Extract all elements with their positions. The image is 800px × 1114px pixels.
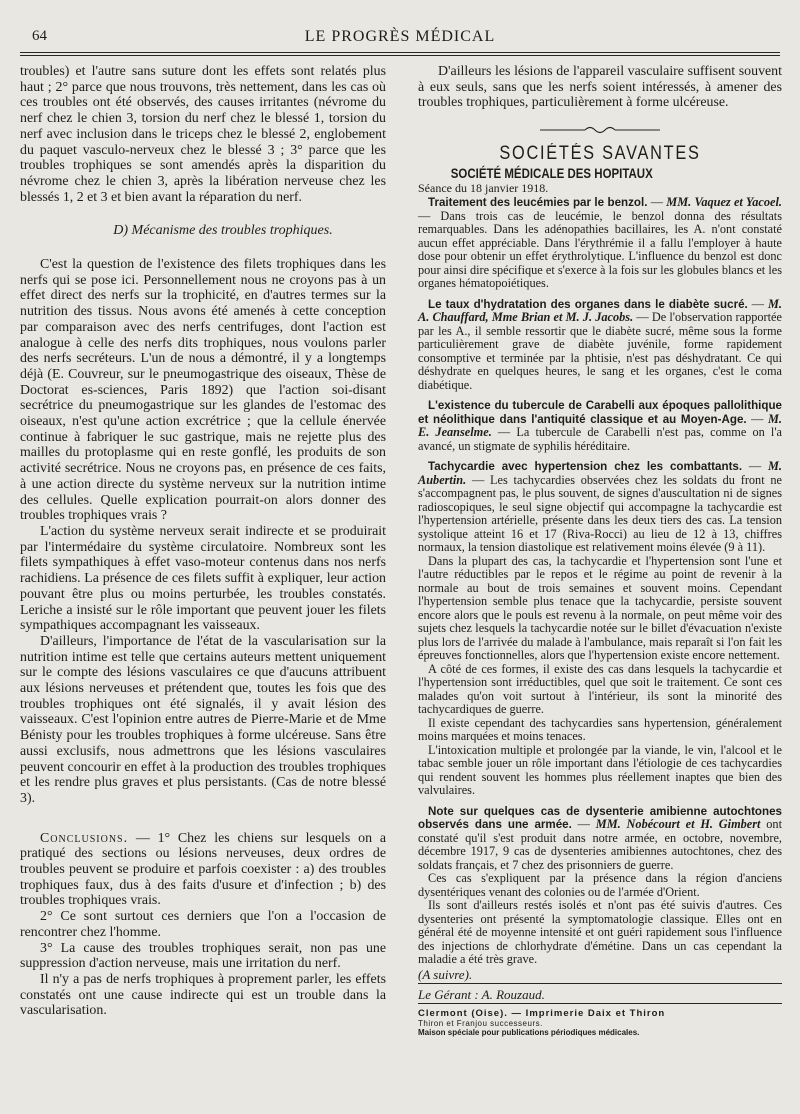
right-column: [418, 64, 782, 1037]
paragraph-intro: D'ailleurs les lésions de l'appareil vasculaire suffisent souvent à eux seuls, sans que les nerfs soient intéressés, à amener des troubles trophiques, particulièrement à forme ulcéreuse.: [418, 64, 782, 111]
paragraph: Ces cas s'expliquent par la présence dans la région d'anciens dysentériques venant des colonies ou de l'armée d'Orient.: [418, 871, 782, 899]
page-header: [28, 28, 772, 50]
paragraph: Ils sont d'ailleurs restés isolés et n'ont pas été suivis d'autres. Ces dysenteries ont présenté la symptomatologie classique. Elles ont en général été de moyenne intensité et ont guéri rapidement sous l'influence des injections de chlorhydrate d'émétine. Dans un cas cependant la maladie a été très grave.: [418, 898, 782, 967]
article-tachycardie: Tachycardie avec hypertension chez les combattants. — M. Aubertin. — Les tachycardies observées chez les soldats du front ne s'accompagnent pas, le plus souvent, de signes d'auscultation ni de signes radioscopiques, le seul signe objectif qui accompagne la tachycardie est l'hypertension artérielle, présente dans les deux tiers des cas. La tension systolique atteint 16 et 17 (Riva-Rocci) au lieu de 12 à 13, chiffres normaux, la tension diastolique est relativement moins élevée (9 à 11).: [418, 459, 782, 555]
conclusion-1: — 1° Chez les chiens sur lesquels on a pratiqué des sections ou lésions nerveuses, deux ordres de troubles peuvent se produire et parfois coexister : a) des troubles trophiques faux, dus à des faits d'usure et d'infection ; b) des troubles trophiques vrais.: [20, 830, 386, 909]
conclusions-label: Conclusions.: [40, 830, 129, 846]
article-text: — Les tachycardies observées chez les soldats du front ne s'accompagnent pas, le plus souvent, de signes d'auscultation ni de signes radioscopiques, le seul signe objectif qui accompagne la tachycardie est l'hypertension artérielle, présente dans les deux tiers des cas. La tension systolique atteint 16 et 17 (Riva-Rocci) au lieu de 12 à 13, chiffres normaux, la tension diastolique est relativement moins élevée (9 à 11).: [418, 472, 782, 555]
article-authors: M. A. Chauffard, Mme Brian et M. J. Jacobs.: [418, 296, 782, 325]
article-text: ont constaté qu'il s'est produit dans notre armée, en octobre, novembre, décembre 1917, 9 cas de dysenteries amibiennes autochtones, chez des soldats français, et 7 chez des prisonniers de guerre.: [418, 817, 782, 872]
header-rule: [20, 52, 780, 53]
section-heading: SOCIÉTÉS SAVANTES: [499, 143, 701, 165]
article-title: Le taux d'hydratation des organes dans le diabète sucré.: [428, 297, 748, 311]
header-rule-double: [20, 55, 780, 56]
paragraph: Il existe cependant des tachycardies sans hypertension, généralement moins marquées et moins tenaces.: [418, 715, 782, 744]
article-authors: M. Aubertin.: [418, 459, 782, 487]
article-title: Note sur quelques cas de dysenterie amibienne autochtones observés dans une armée.: [418, 804, 782, 832]
paragraph: D'ailleurs, l'importance de l'état de la vascularisation sur la nutrition intime est telle que certains auteurs mettent uniquement sur le compte des lésions vasculaires ce que d'aucuns attribuent aux lésions nerveuses et prétendent que, toutes les fois que des troubles trophiques ont été signalés, il y avait lésion des vaisseaux. C'est l'opinion entre autres de Pierre-Marie et de Mme Bénisty pour les troubles trophiques à forme ulcéreuse. Sans être aussi exclusifs, nous admettrons que les lésions vasculaires peuvent concourir en effet à la production des troubles trophiques et les rendre plus graves et plus persistants. (Cas de notre blessé 3).: [20, 633, 386, 806]
conclusion-3: 3° La cause des troubles trophiques serait, non pas une suppression d'action nerveuse, mais une irritation du nerf.: [20, 940, 386, 972]
article-authors: M. E. Jeanselme.: [418, 411, 782, 440]
article-text: — Dans trois cas de leucémie, le benzol donna des résultats remarquables. Dans les adénopathies bacillaires, les A. n'ont constaté aucun effet appréciable. Dans l'érythrémie il a fallu l'employer à haute dose pour obtenir un effet érythrolytique. L'influence du benzol est donc pour ainsi dire spécifique et s'exerce à la fois sur les globules blancs et les organes hématopoiétiques.: [418, 208, 782, 291]
conclusion-4: Il n'y a pas de nerfs trophiques à proprement parler, les effets constatés ont une cause indirecte qui est un trouble dans la vascularisation.: [20, 971, 386, 1019]
society-name: SOCIÉTÉ MÉDICALE DES HOPITAUX: [450, 165, 653, 182]
footer-rule: [418, 983, 782, 984]
article-carabelli: L'existence du tubercule de Carabelli aux époques pallolithique et néolithique dans l'antiquité classique et au Moyen-Age. — M. E. Jeanselme. — La tubercule de Carabelli n'est pas, comme on l'a avancé, un stigmate de syphilis héréditaire.: [418, 399, 782, 453]
imprint-line: Clermont (Oise). — Imprimerie Daix et Thiron: [418, 1007, 666, 1019]
publisher-manager: Le Gérant : A. Rouzaud.: [418, 986, 545, 1002]
article-leucemies: Traitement des leucémies par le benzol. — MM. Vaquez et Yacoel. — Dans trois cas de leucémie, le benzol donna des résultats remarquables. Dans les adénopathies bacillaires, les A. n'ont constaté aucun effet appréciable. Dans l'érythrémie il a fallu l'employer à haute dose pour obtenir un effet érythrolytique. L'influence du benzol est donc pour ainsi dire spécifique et s'exerce à la fois sur les globules blancs et les organes hématopoiétiques.: [418, 195, 782, 291]
article-text: — De l'observation rapportée par les A., il semble ressortir que le diabète sucré, même sous la forme particulièrement grave de diabète juvénile, forme rapidement consomptive et terminée par la phtisie, n'est pas déshydratant. Ce qui déshydrate en quelques heures, le sang et les organes, c'est le coma diabétique.: [418, 310, 782, 392]
to-be-continued: (A suivre).: [418, 966, 473, 982]
article-title: L'existence du tubercule de Carabelli aux époques pallolithique et néolithique dans l'antiquité classique et au Moyen-Age.: [418, 399, 782, 426]
paragraph-continuation: troubles) et l'autre sans suture dont les effets sont relatés plus haut ; 2° parce que nous trouvons, très nettement, dans les cas où ces troubles ont été observés, des causes irritantes (névrome du nerf chez le chien 3, torsion du nerf chez le blessé 1, torsion du nerf avec inclusion dans le triceps chez le blessé 2, englobement du paquet vasculo-nerveux chez le blessé 3 ; 3° parce que les troubles trophiques se sont amendés après la disparition du névrome chez le chien 3, après la libération nerveuse chez les blessés 1, 2 et 3 et bien avant la réparation du nerf.: [20, 64, 386, 205]
article-dysenterie: Note sur quelques cas de dysenterie amibienne autochtones observés dans une armée. — MM. Nobécourt et H. Gimbert ont constaté qu'il s'est produit dans notre armée, en octobre, novembre, décembre 1917, 9 cas de dysenteries amibiennes autochtones, chez des soldats français, et 7 chez des prisonniers de guerre.: [418, 804, 782, 872]
article-diabete: Le taux d'hydratation des organes dans le diabète sucré. — M. A. Chauffard, Mme Brian et M. J. Jacobs. — De l'observation rapportée par les A., il semble ressortir que le diabète sucré, même sous la forme particulièrement grave de diabète juvénile, forme rapidement consomptive et terminée par la phtisie, n'est pas déshydratant. Ce qui déshydrate en quelques heures, le sang et les organes, c'est le coma diabétique.: [418, 296, 782, 392]
session-date: Séance du 18 janvier 1918.: [418, 181, 549, 196]
imprint-line: Maison spéciale pour publications périodiques médicales.: [418, 1027, 640, 1037]
article-title: Traitement des leucémies par le benzol.: [428, 196, 648, 210]
article-authors: MM. Nobécourt et H. Gimbert: [595, 817, 761, 832]
article-authors: MM. Vaquez et Yacoel.: [666, 195, 782, 210]
article-title: Tachycardie avec hypertension chez les combattants.: [428, 460, 743, 474]
left-column: [20, 64, 386, 1019]
footer-rule: [418, 1003, 782, 1004]
ornament-divider-icon: [540, 125, 660, 135]
running-title: LE PROGRÈS MÉDICAL: [304, 28, 496, 45]
paragraph: Dans la plupart des cas, la tachycardie et l'hypertension sont l'une et l'autre réductibles par le repos et le régime au point de revenir à la normale au bout de trois semaines et souvent moins. Cependant l'hypertension semble plus tenace que la tachycardie, persiste souvent encore alors que le pouls est revenu à la normale, on peut même voir des sujets chez lesquels la tachycardie notée sur le billet d'évacuation n'existe plus lors de l'arrivée du malade à l'ambulance, mais reparaît si l'on fait les épreuves fonctionnelles, alors que l'hypertension existe encore nettement.: [418, 553, 782, 663]
section-title: D) Mécanisme des troubles trophiques.: [113, 223, 333, 239]
page-number: 64: [32, 28, 47, 44]
conclusion-2: 2° Ce sont surtout ces derniers que l'on a l'occasion de rencontrer chez l'homme.: [20, 909, 386, 940]
paragraph: C'est la question de l'existence des filets trophiques dans les nerfs qui se pose ici. Personnellement nous ne croyons pas à un effet direct des nerfs sur la trophicité, en d'autres termes sur la nutrition des tissus. Nous avons été amenés à cette conception par comparaison avec des nerfs centrifuges, dont l'action est analogue à celle des nerfs dits trophiques, nous voulons parler des nerfs secréteurs. L'un de nous a démontré, il y a longtemps déjà (E. Couvreur, sur le pneumogastrique des oiseaux, Thèse de Doctorat es-sciences, Paris 1892) que l'action soi-disant secrétrice du pneumogastrique sur les glandes de l'estomac des oiseaux, n'est qu'une action excrétrice ; que la cellule énervée continue à fabriquer le suc gastrique, mais ne rejette plus des mailles du protoplasme qui en reste gonflé, les produits de son activité secrétrice. Nous ne croyons pas, en présence de ces faits, à une action directe du système nerveux sur la nutrition intime des cellules. Quelle explication pourrait-on alors donner des troubles trophiques vrais ?: [20, 257, 386, 524]
paragraph: L'intoxication multiple et prolongée par la viande, le vin, l'alcool et le tabac semble jouer un rôle important dans l'étiologie de ces tachycardies qui rendent souvent les hommes plus réellement inaptes que bien des valvulaires.: [418, 742, 782, 798]
paragraph: L'action du système nerveux serait indirecte et se produirait par l'intermédaire du système circulatoire. Nombreux sont les filets sympathiques à effet vaso-moteur contenus dans nos nerfs rachidiens. La présence de ces filets suffit à expliquer, leur action pouvant être plus ou moins perturbée, les troubles constatés. Leriche a insisté sur le rôle important que peuvent jouer les filets sympathiques accompagnant les vaisseaux.: [20, 523, 386, 634]
paragraph: A côté de ces formes, il existe des cas dans lesquels la tachycardie et l'hypertension sont irréductibles, quel que soit le traitement. Ce sont ces malades qu'on voit surtout à l'intérieur, ils sont la minorité des tachycardiques de guerre.: [418, 661, 782, 717]
article-text: — La tubercule de Carabelli n'est pas, comme on l'a avancé, un stigmate de syphilis héréditaire.: [418, 425, 782, 453]
conclusions-paragraph: [20, 831, 386, 910]
imprint-line: Thiron et Franjou successeurs.: [418, 1018, 543, 1028]
